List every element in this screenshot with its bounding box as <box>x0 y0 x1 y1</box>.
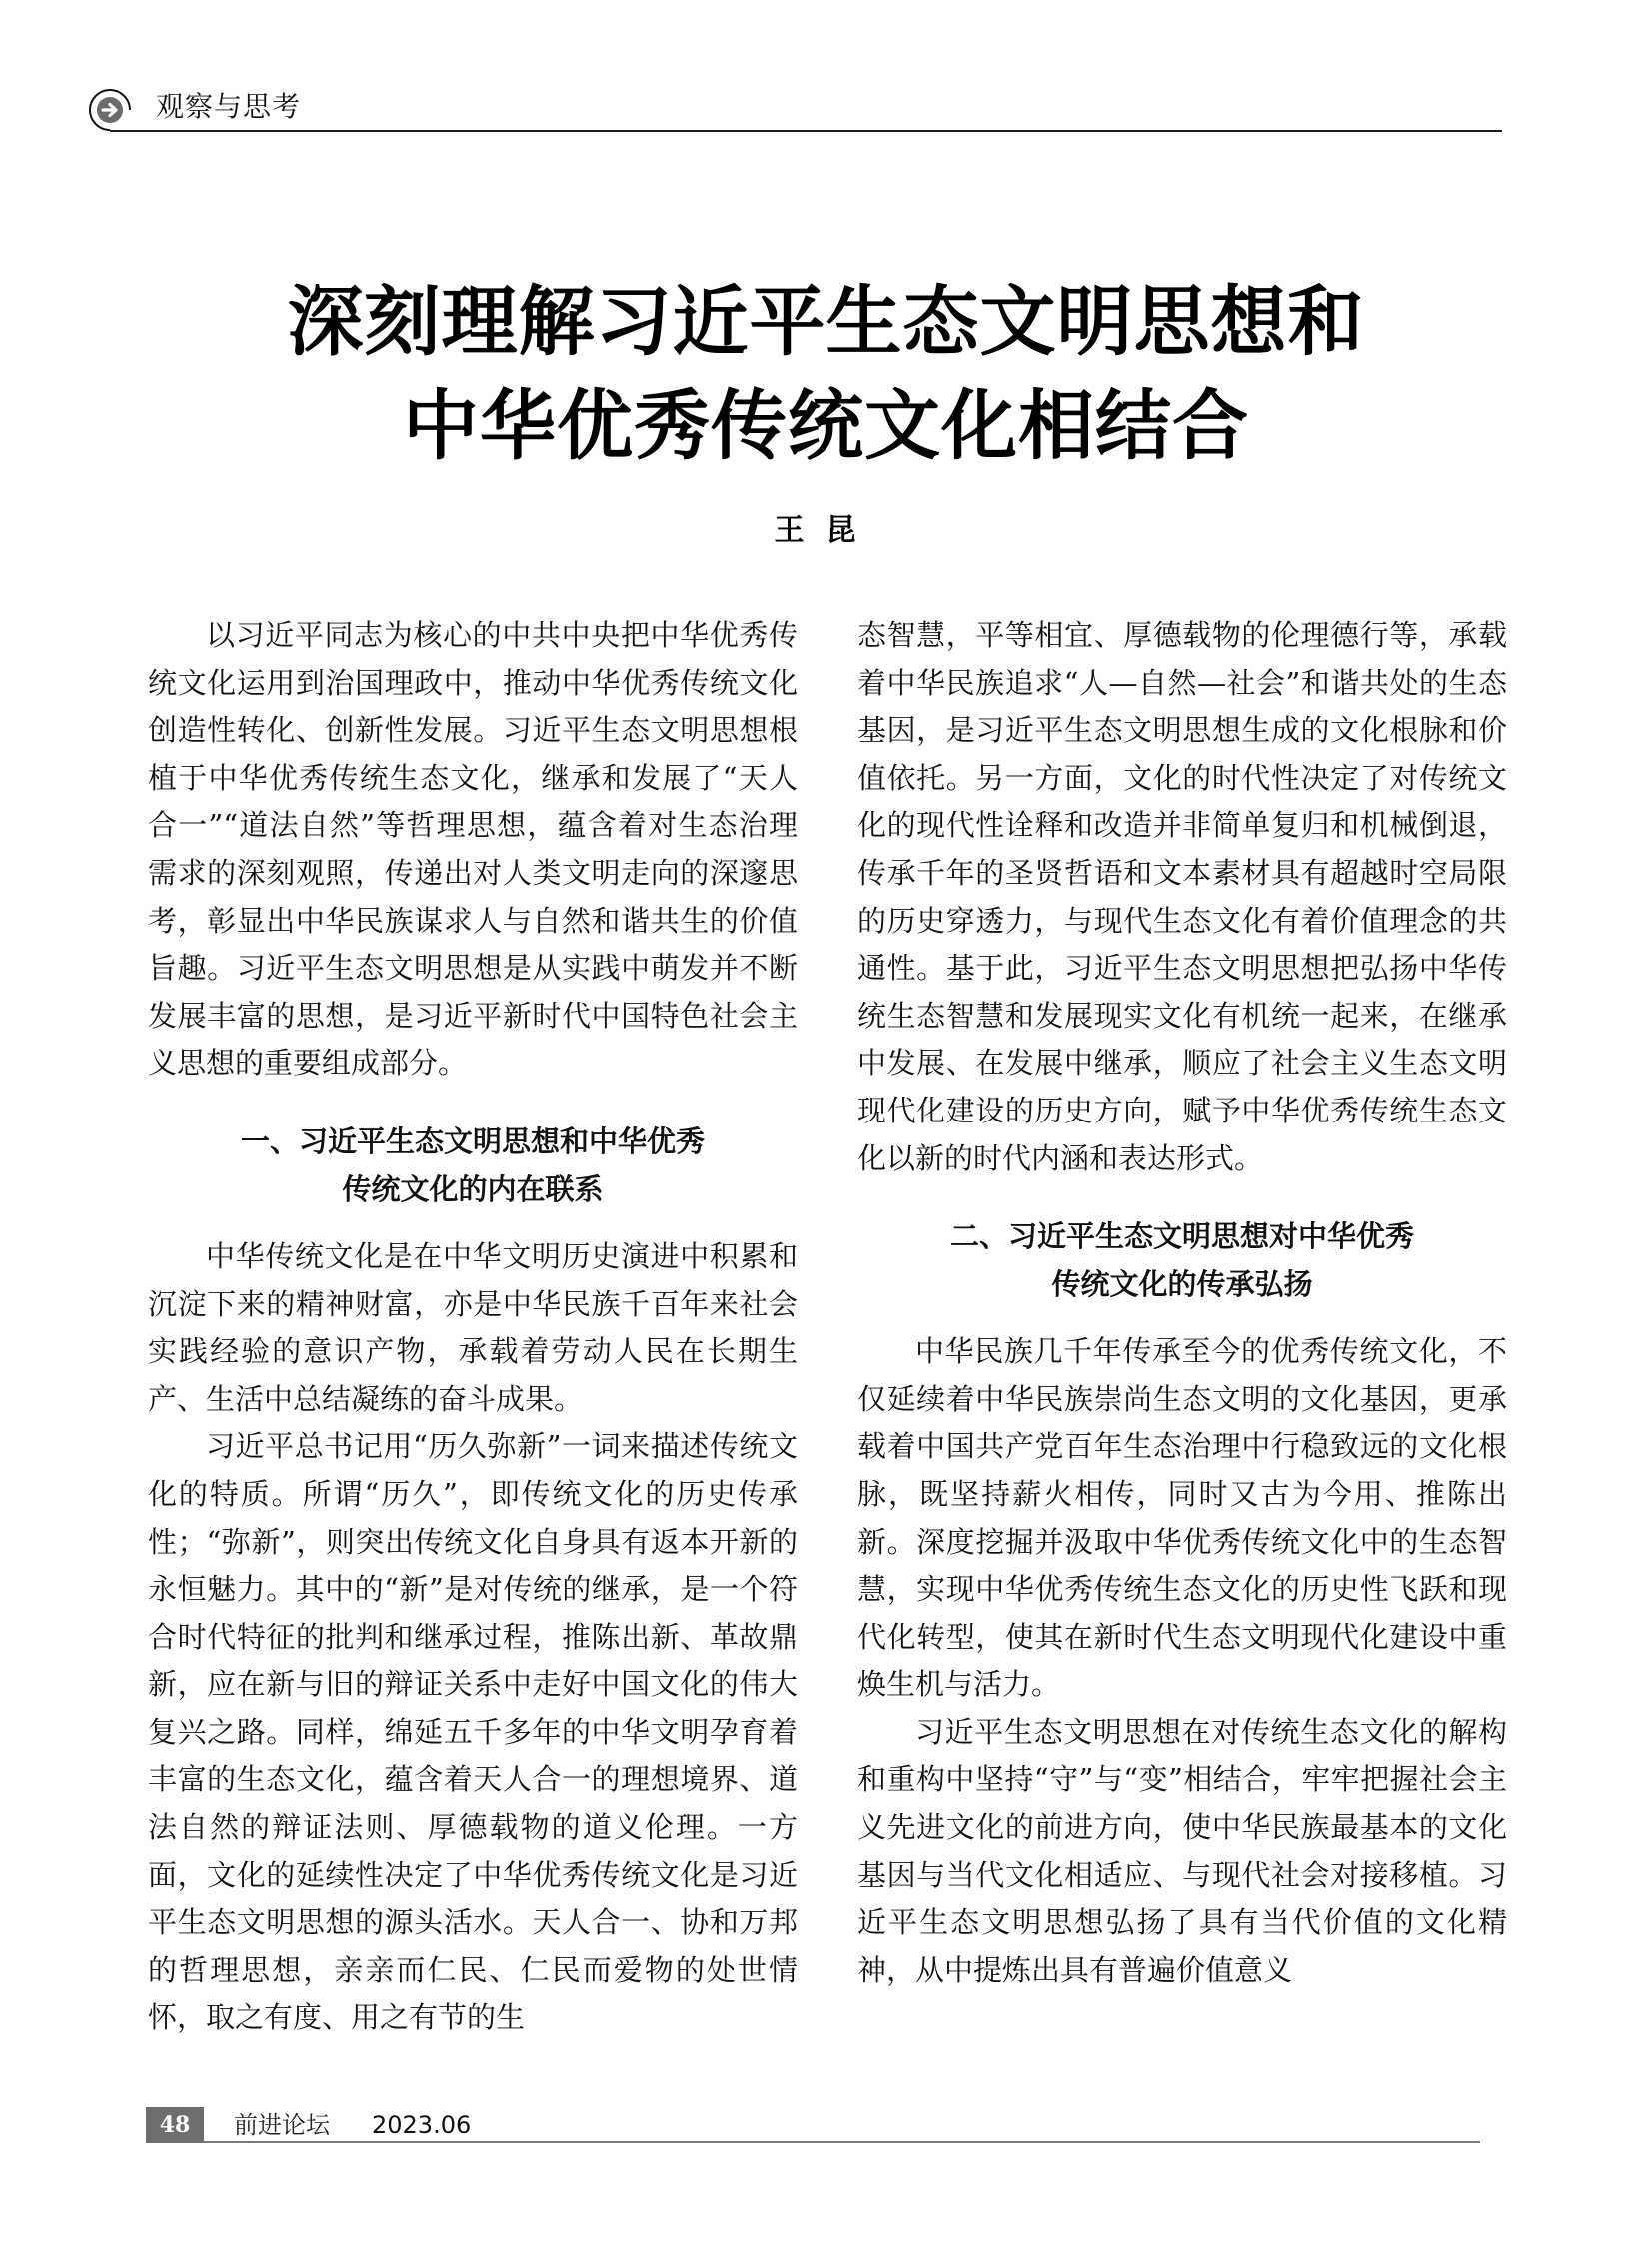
right-column <box>857 612 1507 1994</box>
section-2-paragraph-1: 中华民族几千年传承至今的优秀传统文化，不仅延续着中华民族崇尚生态文明的文化基因，更承载着中国共产党百年生态治理中行稳致远的文化根脉，既坚持薪火相传，同时又古为今用、推陈出新。深度挖掘并汲取中华优秀传统文化中的生态智慧，实现中华优秀传统生态文化的历史性飞跃和现代化转型，使其在新时代生态文明现代化建设中重焕生机与活力。 <box>857 1334 1507 1702</box>
journal-name: 前进论坛 <box>234 2111 330 2139</box>
arrow-right-circle-icon <box>88 88 132 132</box>
intro-paragraph: 以习近平同志为核心的中共中央把中华优秀传统文化运用到治国理政中，推动中华优秀传统文化创造性转化、创新性发展。习近平生态文明思想根植于中华优秀传统生态文化，继承和发展了“天人合一”“道法自然”等哲理思想，蕴含着对生态治理需求的深刻观照，传递出对人类文明走向的深邃思考，彰显出中华民族谋求人与自然和谐共生的价值旨趣。习近平生态文明思想是从实践中萌发并不断发展丰富的思想，是习近平新时代中国特色社会主义思想的重要组成部分。 <box>148 618 798 1081</box>
section-1-heading <box>148 1118 798 1213</box>
continued-paragraph: 态智慧，平等相宜、厚德载物的伦理德行等，承载着中华民族追求“人—自然—社会”和谐共处的生态基因，是习近平生态文明思想生成的文化根脉和价值依托。另一方面，文化的时代性决定了对传统文化的现代性诠释和改造并非简单复归和机械倒退，传承千年的圣贤哲语和文本素材具有超越时空局限的历史穿透力，与现代生态文化有着价值理念的共通性。基于此，习近平生态文明思想把弘扬中华传统生态智慧和发展现实文化有机统一起来，在继承中发展、在发展中继承，顺应了社会主义生态文明现代化建设的历史方向，赋予中华优秀传统生态文化以新的时代内涵和表达形式。 <box>857 618 1507 1175</box>
header-divider <box>110 130 1502 132</box>
running-header <box>88 88 1502 132</box>
article-title <box>0 270 1652 478</box>
section-2-heading <box>857 1212 1507 1308</box>
left-column <box>148 612 798 2042</box>
running-footer <box>146 2107 1480 2145</box>
section-1-heading-line-2: 传统文化的内在联系 <box>342 1171 604 1206</box>
section-label: 观察与思考 <box>156 90 302 123</box>
section-2-paragraph-2: 习近平生态文明思想在对传统生态文化的解构和重构中坚持“守”与“变”相结合，牢牢把握社会主义先进文化的前进方向，使中华民族最基本的文化基因与当代文化相适应、与现代社会对接移植。习近平生态文明思想弘扬了具有当代价值的文化精神，从中提炼出具有普遍价值意义 <box>857 1714 1507 1987</box>
section-1-heading-line-1: 一、习近平生态文明思想和中华优秀 <box>240 1123 705 1158</box>
issue-date: 2023.06 <box>372 2111 472 2139</box>
author-name: 王昆 <box>774 513 878 548</box>
section-1-paragraph-1: 中华传统文化是在中华文明历史演进中积累和沉淀下来的精神财富，亦是中华民族千百年来社会实践经验的意识产物，承载着劳动人民在长期生产、生活中总结凝练的奋斗成果。 <box>148 1238 798 1416</box>
section-2-heading-line-2: 传统文化的传承弘扬 <box>1051 1267 1313 1302</box>
footer-divider <box>204 2141 1480 2143</box>
section-1-paragraph-2: 习近平总书记用“历久弥新”一词来描述传统文化的特质。所谓“历久”，即传统文化的历史传承性；“弥新”，则突出传统文化自身具有返本开新的永恒魅力。其中的“新”是对传统的继承，是一个符合时代特征的批判和继承过程，推陈出新、革故鼎新，应在新与旧的辩证关系中走好中国文化的伟大复兴之路。同样，绵延五千多年的中华文明孕育着丰富的生态文化，蕴含着天人合一的理想境界、道法自然的辩证法则、厚德载物的道义伦理。一方面，文化的延续性决定了中华优秀传统文化是习近平生态文明思想的源头活水。天人合一、协和万邦的哲理思想，亲亲而仁民、仁民而爱物的处世情怀，取之有度、用之有节的生 <box>148 1429 798 2035</box>
section-2-heading-line-1: 二、习近平生态文明思想对中华优秀 <box>949 1219 1414 1254</box>
title-line-1: 深刻理解习近平生态文明思想和 <box>287 277 1365 366</box>
title-line-2: 中华优秀传统文化相结合 <box>403 381 1249 470</box>
page-number: 48 <box>146 2107 204 2143</box>
